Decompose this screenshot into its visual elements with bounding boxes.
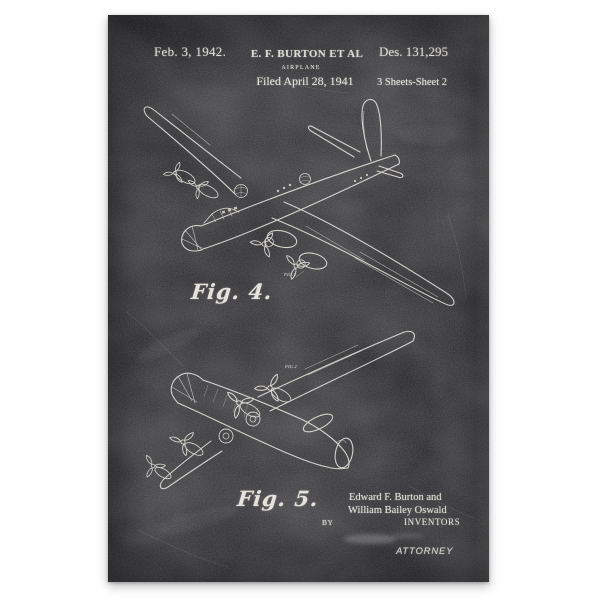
figure1-reference-label: FIG.1 [284, 272, 296, 277]
filing-date-line: Filed April 28, 1941 [256, 74, 354, 88]
inventor-name-line2: William Bailey Oswald [348, 505, 447, 516]
poster-edge-highlight [475, 15, 489, 582]
inventor-name-line1: Edward F. Burton and [349, 492, 442, 503]
patent-print-poster [108, 15, 489, 582]
by-label: BY [322, 518, 334, 527]
figure2-reference-label: FIG.2 [285, 364, 297, 369]
applicant-name: E. F. BURTON ET AL [250, 48, 364, 60]
figure5-caption: Fig. 5. [236, 486, 320, 511]
sheet-number-line: 3 Sheets-Sheet 2 [377, 77, 447, 88]
inventors-caption: INVENTORS [404, 517, 461, 527]
attorney-caption: ATTORNEY [396, 546, 454, 557]
invention-title: AIRPLANE [281, 65, 321, 71]
patent-number: Des. 131,295 [379, 44, 448, 59]
figure4-caption: Fig. 4. [190, 279, 274, 304]
patent-date: Feb. 3, 1942. [154, 44, 227, 59]
